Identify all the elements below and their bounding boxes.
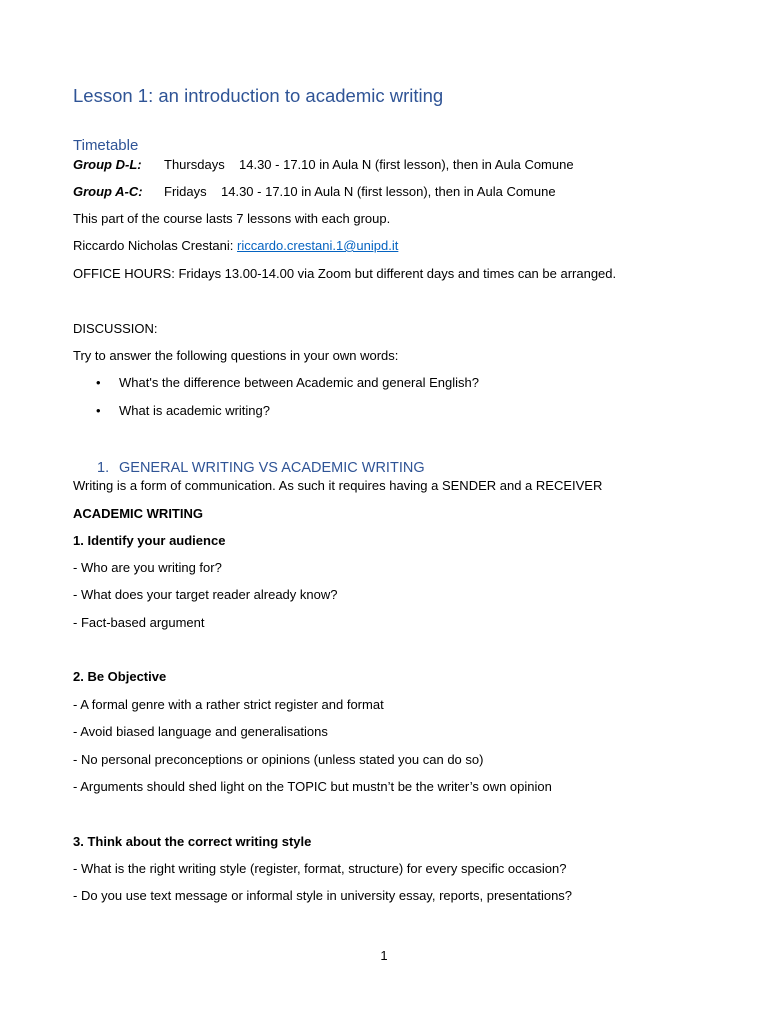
point-heading-style: 3. Think about the correct writing style [73,834,312,849]
section-title: GENERAL WRITING VS ACADEMIC WRITING [119,460,425,476]
point-item: - What does your target reader already know? [73,587,338,602]
section-number: 1. [97,460,110,476]
section-intro: Writing is a form of communication. As such it requires having a SENDER and a RECEIVER [73,478,603,493]
point-item: - Who are you writing for? [73,560,222,575]
office-hours: OFFICE HOURS: Fridays 13.00-14.00 via Zoom but different days and times can be arranged. [73,266,617,281]
bullet-icon: • [96,403,101,418]
group-ac-row [73,184,556,200]
discussion-intro: Try to answer the following questions in your own words: [73,348,399,363]
course-length: This part of the course lasts 7 lessons with each group. [73,211,391,226]
group-dl-row [73,157,574,173]
discussion-label: DISCUSSION: [73,321,158,336]
point-item: - Arguments should shed light on the TOPIC but mustn’t be the writer’s own opinion [73,779,552,794]
point-heading-audience: 1. Identify your audience [73,533,226,548]
group-ac-details: 14.30 - 17.10 in Aula N (first lesson), then in Aula Comune [221,184,556,199]
discussion-question: What's the difference between Academic and general English? [119,375,479,390]
group-ac-day: Fridays [164,184,207,199]
contact-email-link[interactable]: riccardo.crestani.1@unipd.it [237,238,399,253]
group-dl-name: Group D-L: [73,157,142,172]
contact-name: Riccardo Nicholas Crestani: [73,238,238,253]
bullet-icon: • [96,375,101,390]
academic-writing-label: ACADEMIC WRITING [73,506,203,521]
point-item: - What is the right writing style (register, format, structure) for every specific occasion? [73,861,567,876]
point-heading-objective: 2. Be Objective [73,669,167,684]
group-ac-name: Group A-C: [73,184,143,199]
point-item: - No personal preconceptions or opinions (unless stated you can do so) [73,752,484,767]
discussion-question: What is academic writing? [119,403,270,418]
page-number: 1 [380,948,388,963]
timetable-heading: Timetable [73,137,139,154]
group-dl-details: 14.30 - 17.10 in Aula N (first lesson), then in Aula Comune [239,157,574,172]
point-item: - Avoid biased language and generalisations [73,724,328,739]
group-dl-day: Thursdays [164,157,225,172]
point-item: - Fact-based argument [73,615,205,630]
contact-line [73,238,398,254]
section-heading [97,459,425,477]
document-title: Lesson 1: an introduction to academic writing [73,85,444,106]
point-item: - Do you use text message or informal style in university essay, reports, presentations? [73,888,573,903]
point-item: - A formal genre with a rather strict register and format [73,697,384,712]
